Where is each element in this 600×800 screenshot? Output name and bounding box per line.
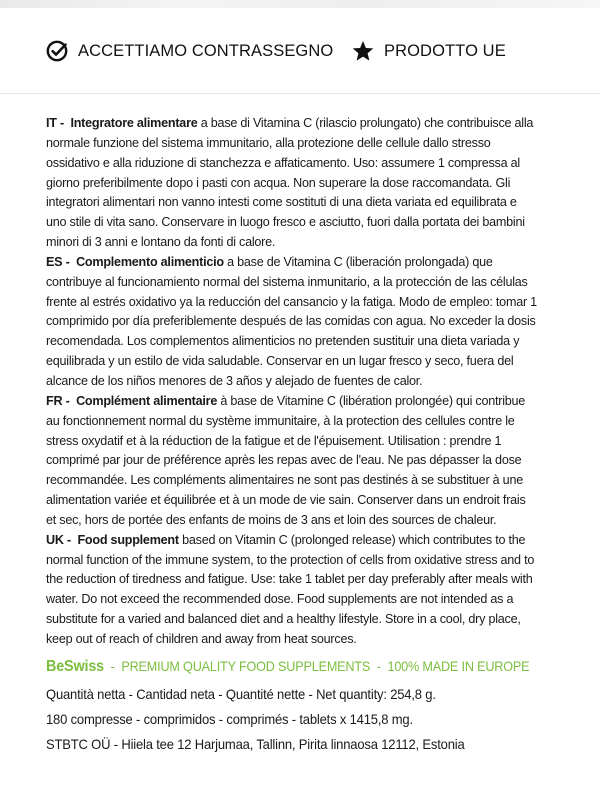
top-edge-strip — [0, 0, 600, 8]
net-quantity: Quantità netta - Cantidad neta - Quantité nette - Net quantity: 254,8 g. — [46, 686, 436, 702]
brand-name: BeSwiss — [46, 658, 104, 675]
divider — [0, 93, 600, 94]
lang-code-it: IT — [46, 115, 57, 130]
eu-product-badge — [352, 36, 506, 66]
star-icon — [352, 40, 374, 62]
lang-code-es: ES — [46, 253, 63, 269]
manufacturer-address: STBTC OÜ - Hiiela tee 12 Harjumaa, Tallinn, Pirita linnaosa 12112, Estonia — [46, 736, 465, 752]
label-text-block — [46, 113, 539, 649]
cash-on-delivery-label: ACCETTIAMO CONTRASSEGNO — [78, 41, 334, 60]
lang-code-uk: UK — [46, 531, 64, 547]
section-uk: UK - Food supplement based on Vitamin C (prolonged release) which contributes to the normal function of the immune system, to the protection of cells from oxidative stress and to the reduction of tiredness and fatigue. Use: take 1 tablet per day preferably after meals with water. Do not exceed the recommended dose. Food supplements are not intended as a substitute for a varied and balanced diet and a healthy lifestyle. Store in a cool, dry place, keep out of reach of children and away from heat sources. — [46, 531, 535, 646]
section-title-es: Complemento alimenticio — [76, 253, 224, 269]
section-text-es: a base de Vitamina C (liberación prolongada) que contribuye al funcionamiento normal del sistema inmunitario, a la protección de las células frente al estrés oxidativo ya la reducción del cansancio y la fatiga. Modo de empleo: tomar 1 comprimido por día preferiblemente después de las comidas con agua. No exceder la dosis recomendada. Los complementos alimenticios no pretenden sustituir una dieta variada y equilibrada y un estilo de vida saludable. Conservar en un lugar fresco y seco, fuera del alcance de los niños menores de 3 años y alejado de fuentes de calor. — [46, 253, 537, 388]
brand-line: BeSwiss - PREMIUM QUALITY FOOD SUPPLEMENTS - 100% MADE IN EUROPE — [46, 658, 530, 675]
section-it: IT - Integratore alimentare a base di Vitamina C (rilascio prolungato) che contribuisce alla normale funzione del sistema immunitario, alla protezione delle cellule dallo stresso ossidativo e alla riduzione di stanchezza e affaticamento. Uso: assumere 1 compressa al giorno preferibilmente dopo i pasti con acqua. Non superare la dose raccomandata. Gli integratori alimentari non vanno intesti come sostituti di una dieta variata ed equilibrata e uno stile di vita sano. Conservare in luogo fresco e asciutto, fuori dalla portata dei bambini minori di 3 anni e lontano da fonti di calore. — [46, 115, 534, 250]
section-fr: FR - Complément alimentaire à base de Vitamine C (libération prolongée) qui contribue au fonctionnement normal du système immunitaire, à la protection des cellules contre le stress oxydatif et à la réduction de la fatigue et de l'épuisement. Utilisation : prendre 1 comprimé par jour de préférence après les repas avec de l'eau. Ne pas dépasser la dose recommandée. Les compléments alimentaires ne sont pas destinés à se substituer à une alimentation variée et équilibrée et à un mode de vie sain. Conserver dans un endroit frais et sec, hors de portée des enfants de moins de 3 ans et loin des sources de chaleur. — [46, 392, 526, 527]
brand-tagline: PREMIUM QUALITY FOOD SUPPLEMENTS — [121, 659, 371, 674]
section-title-it: Integratore alimentare — [70, 115, 198, 130]
section-title-uk: Food supplement — [77, 531, 179, 547]
cash-on-delivery-badge — [46, 36, 333, 66]
eu-product-label: PRODOTTO UE — [384, 41, 506, 60]
section-es: ES - Complemento alimenticio a base de Vitamina C (liberación prolongada) que contribuye al funcionamiento normal del sistema inmunitario, a la protección de las células frente al estrés oxidativo ya la reducción del cansancio y la fatiga. Modo de empleo: tomar 1 comprimido por día preferiblemente después de las comidas con agua. No exceder la dosis recomendada. Los complementos alimenticios no pretenden sustituir una dieta variada y equilibrada y un estilo de vida saludable. Conservar en un lugar fresco y seco, fuera del alcance de los niños menores de 3 años y alejado de fuentes de calor. — [46, 253, 537, 388]
lang-code-fr: FR — [46, 392, 63, 408]
section-text-fr: à base de Vitamine C (libération prolongée) qui contribue au fonctionnement normal du système immunitaire, à la protection des cellules contre le stress oxydatif et à la réduction de la fatigue et de l'épuisement. Utilisation : prendre 1 comprimé par jour de préférence après les repas avec de l'eau. Ne pas dépasser la dose recommandée. Les compléments alimentaires ne sont pas destinés à se substituer à une alimentation variée et équilibrée et à un mode de vie sain. Conserver dans un endroit frais et sec, hors de portée des enfants de moins de 3 ans et loin des sources de chaleur. — [46, 392, 526, 527]
badges-row — [0, 36, 600, 66]
section-title-fr: Complément alimentaire — [76, 392, 218, 408]
check-circle-icon — [46, 40, 68, 62]
tablet-count: 180 compresse - comprimidos - comprimés - tablets x 1415,8 mg. — [46, 711, 413, 727]
section-text-uk: based on Vitamin C (prolonged release) which contributes to the normal function of the immune system, to the protection of cells from oxidative stress and to the reduction of tiredness and fatigue. Use: take 1 tablet per day preferably after meals with water. Do not exceed the recommended dose. Food supplements are not intended as a substitute for a varied and balanced diet and a healthy lifestyle. Store in a cool, dry place, keep out of reach of children and away from heat sources. — [46, 531, 535, 646]
brand-origin: 100% MADE IN EUROPE — [387, 659, 530, 674]
section-text-it: a base di Vitamina C (rilascio prolungato) che contribuisce alla normale funzione del sistema immunitario, alla protezione delle cellule dallo stresso ossidativo e alla riduzione di stanchezza e affaticamento. Uso: assumere 1 compressa al giorno preferibilmente dopo i pasti con acqua. Non superare la dose raccomandata. Gli integratori alimentari non vanno intesti come sostituti di una dieta variata ed equilibrata e uno stile di vita sano. Conservare in luogo fresco e asciutto, fuori dalla portata dei bambini minori di 3 anni e lontano da fonti di calore. — [46, 115, 534, 250]
